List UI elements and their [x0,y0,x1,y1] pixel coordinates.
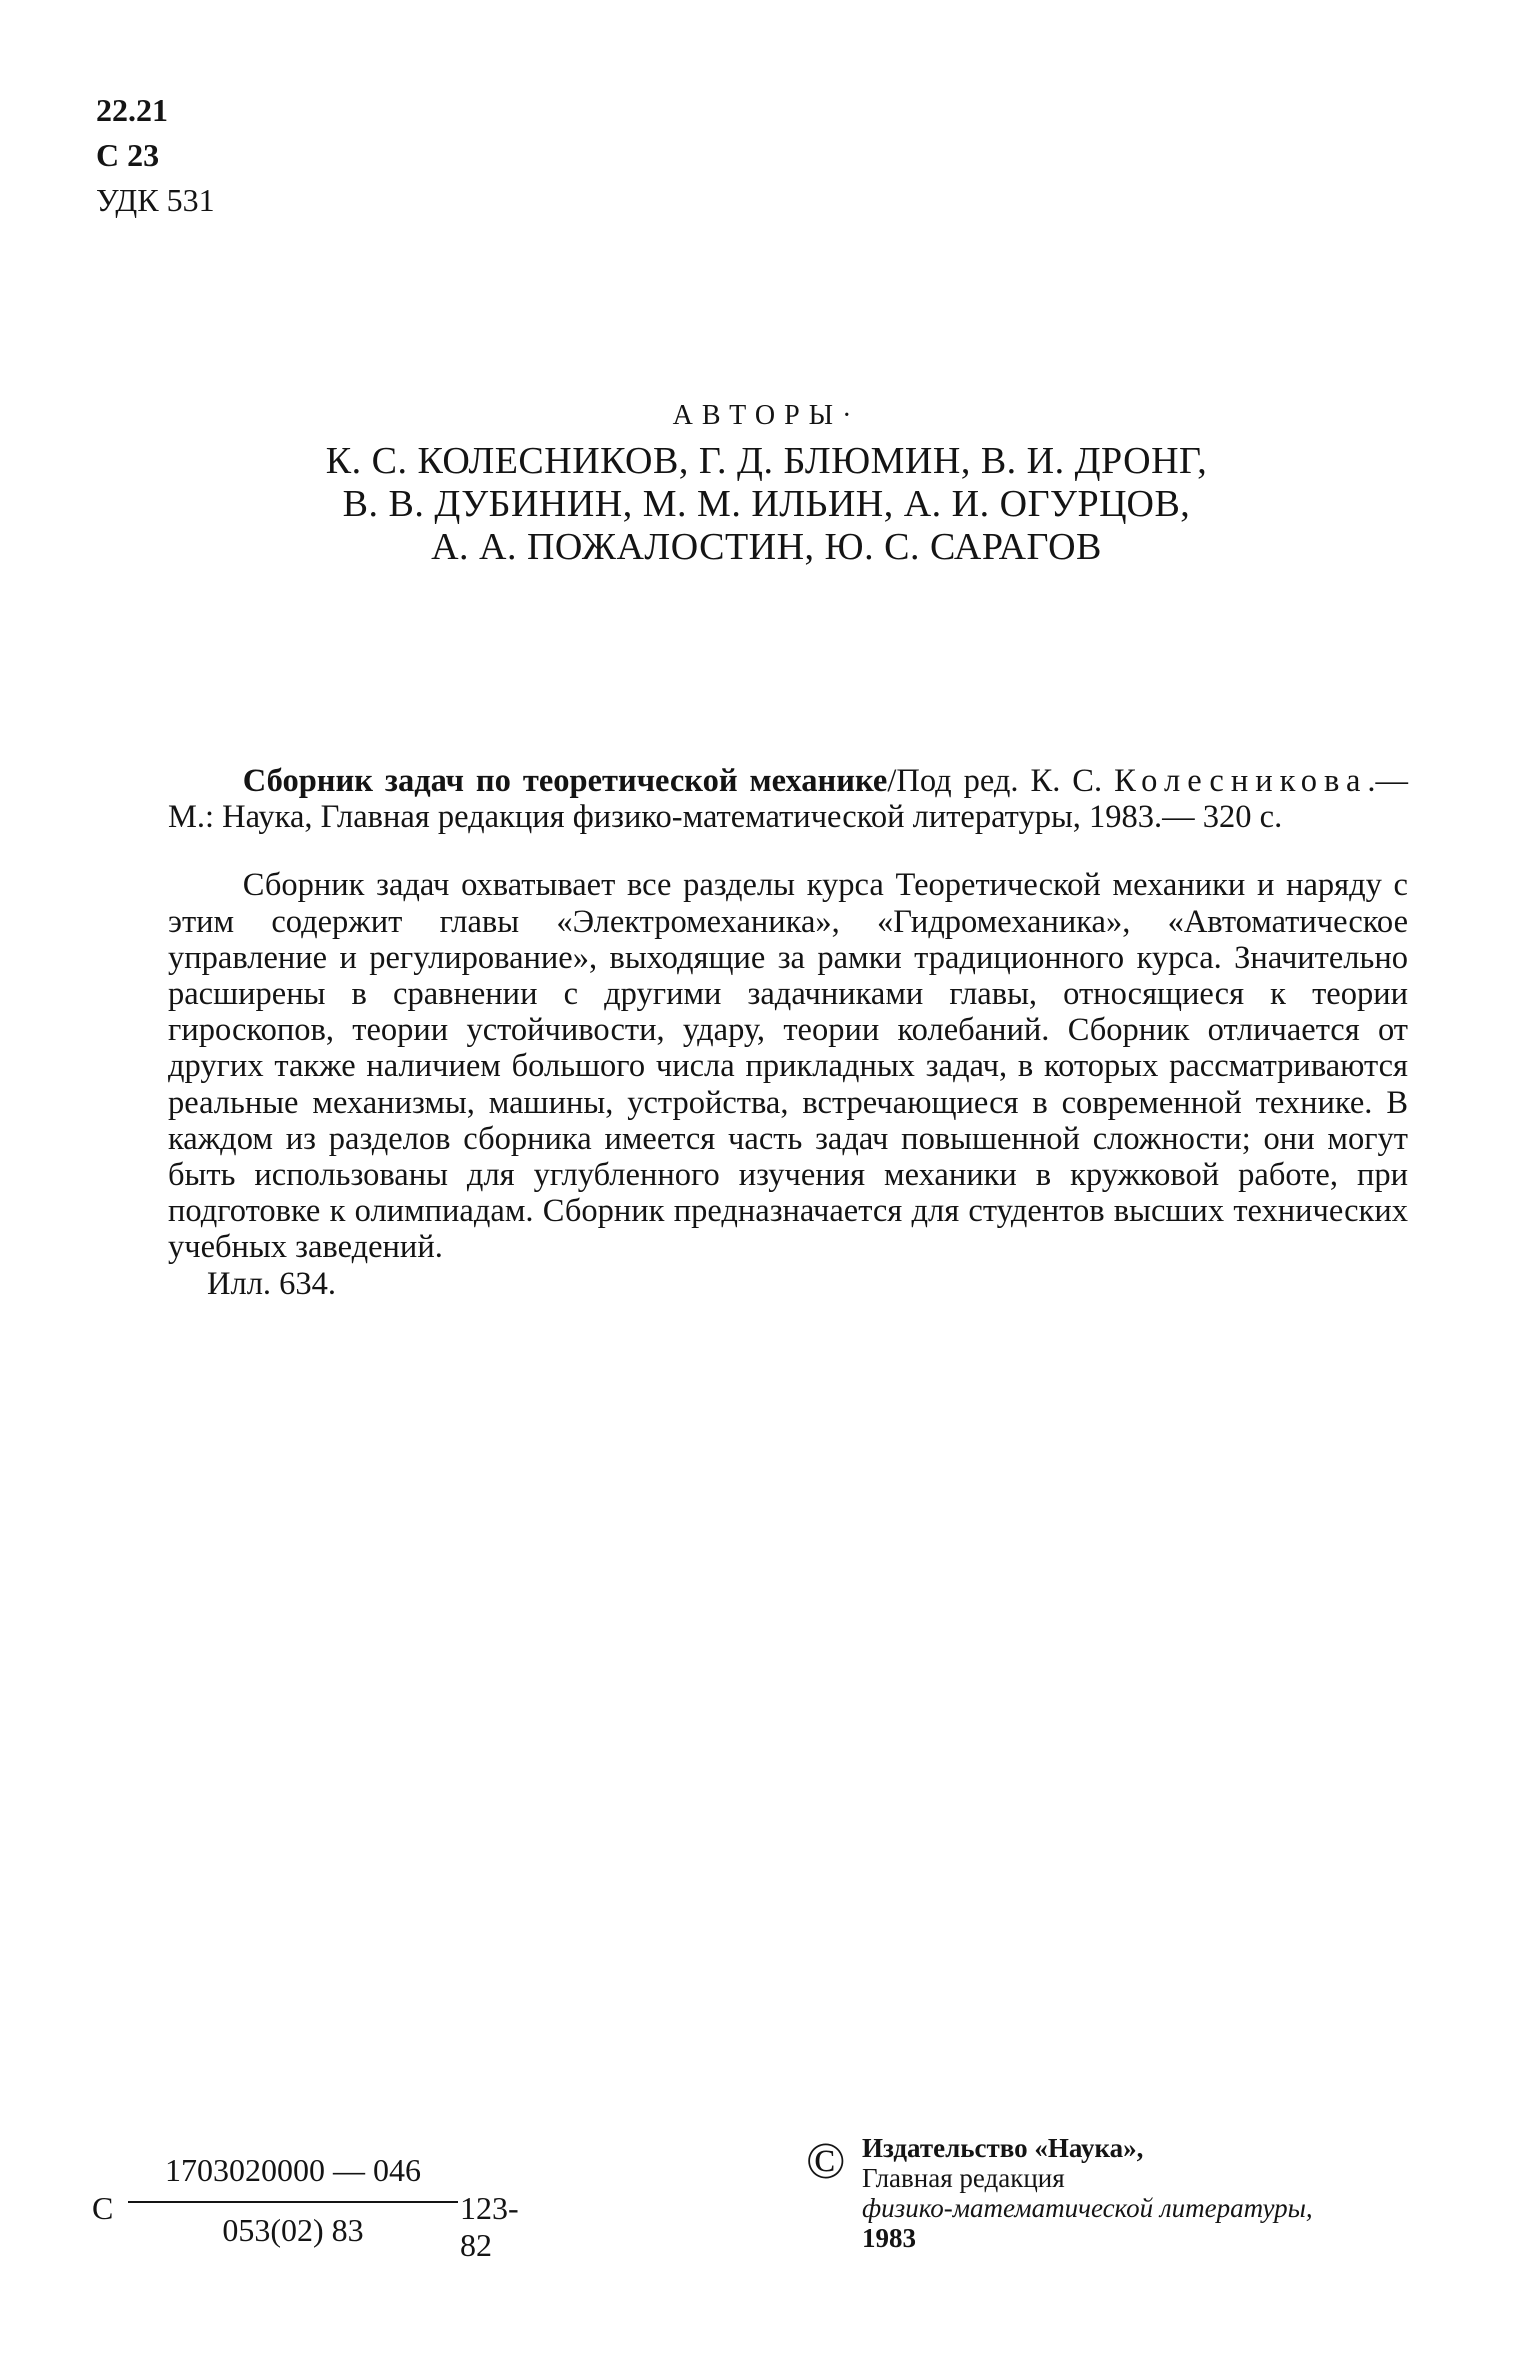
abstract-text: Сборник задач охватывает все разделы курса Теоретической механики и наряду с этим содержит главы «Электромеханика», «Гидромеханика», «Автоматическое управление и регулирование», выходящие за рамки традиционного курса. Значительно расширены в сравнении с другими задачниками главы, относящиеся к теории гироскопов, теории устойчивости, удару, теории колебаний. Сборник отличается от других также наличием большого числа прикладных задач, в которых рассматриваются реальные механизмы, машины, устройства, встречающиеся в современной технике. В каждом из разделов сборника имеется часть задач повышенной сложности; они могут быть использованы для углубленного изучения механики в кружковой работе, при подготовке к олимпиадам. Сборник предназначается для студентов высших технических учебных заведений. [168,867,1408,1266]
fraction-bar [128,2201,458,2203]
udk-code: УДК 531 [96,182,215,218]
catalog-letter: С [92,2190,114,2226]
author-line: А. А. ПОЖАЛОСТИН, Ю. С. САРАГОВ [431,526,1102,568]
catalog-numerator: 1703020000 — 046 [165,2152,421,2188]
copyright-year: 1983 [862,2223,916,2253]
publisher-name: Издательство «Наука», [862,2133,1144,2163]
author-mark: С 23 [96,137,160,173]
illustrations-count: Илл. 634. [207,1265,337,1302]
publication-details: .— М.: Наука, Главная редакция физико-математической литературы, 1983.— 320 с. [168,763,1408,836]
copyright-notice [806,2133,1446,2253]
copyright-lines [862,2133,1446,2253]
bibliographic-citation [168,763,1408,835]
authors-heading: АВТОРЫ· [672,400,861,431]
catalog-suffix: 123-82 [460,2190,519,2263]
author-line: В. В. ДУБИНИН, М. М. ИЛЬИН, А. И. ОГУРЦОВ, [342,483,1191,525]
editor-prefix: /Под ред. К. С. [887,763,1115,799]
authors-block [140,398,1393,569]
copyright-icon: © [806,2133,846,2190]
editor-name: Колесникова [1114,763,1368,799]
book-title: Сборник задач по теоретической механике [242,763,888,799]
catalog-denominator: 053(02) 83 [222,2212,364,2248]
bbk-code: 22.21 [96,92,168,128]
library-classification [96,88,215,223]
author-line: К. С. КОЛЕСНИКОВ, Г. Д. БЛЮМИН, В. И. ДРОНГ, [325,440,1208,482]
publisher-department: Главная редакция [862,2163,1065,2193]
catalog-index [92,2152,519,2272]
annotation [168,763,1408,1302]
publisher-subject: физико-математической литературы, [862,2193,1313,2223]
